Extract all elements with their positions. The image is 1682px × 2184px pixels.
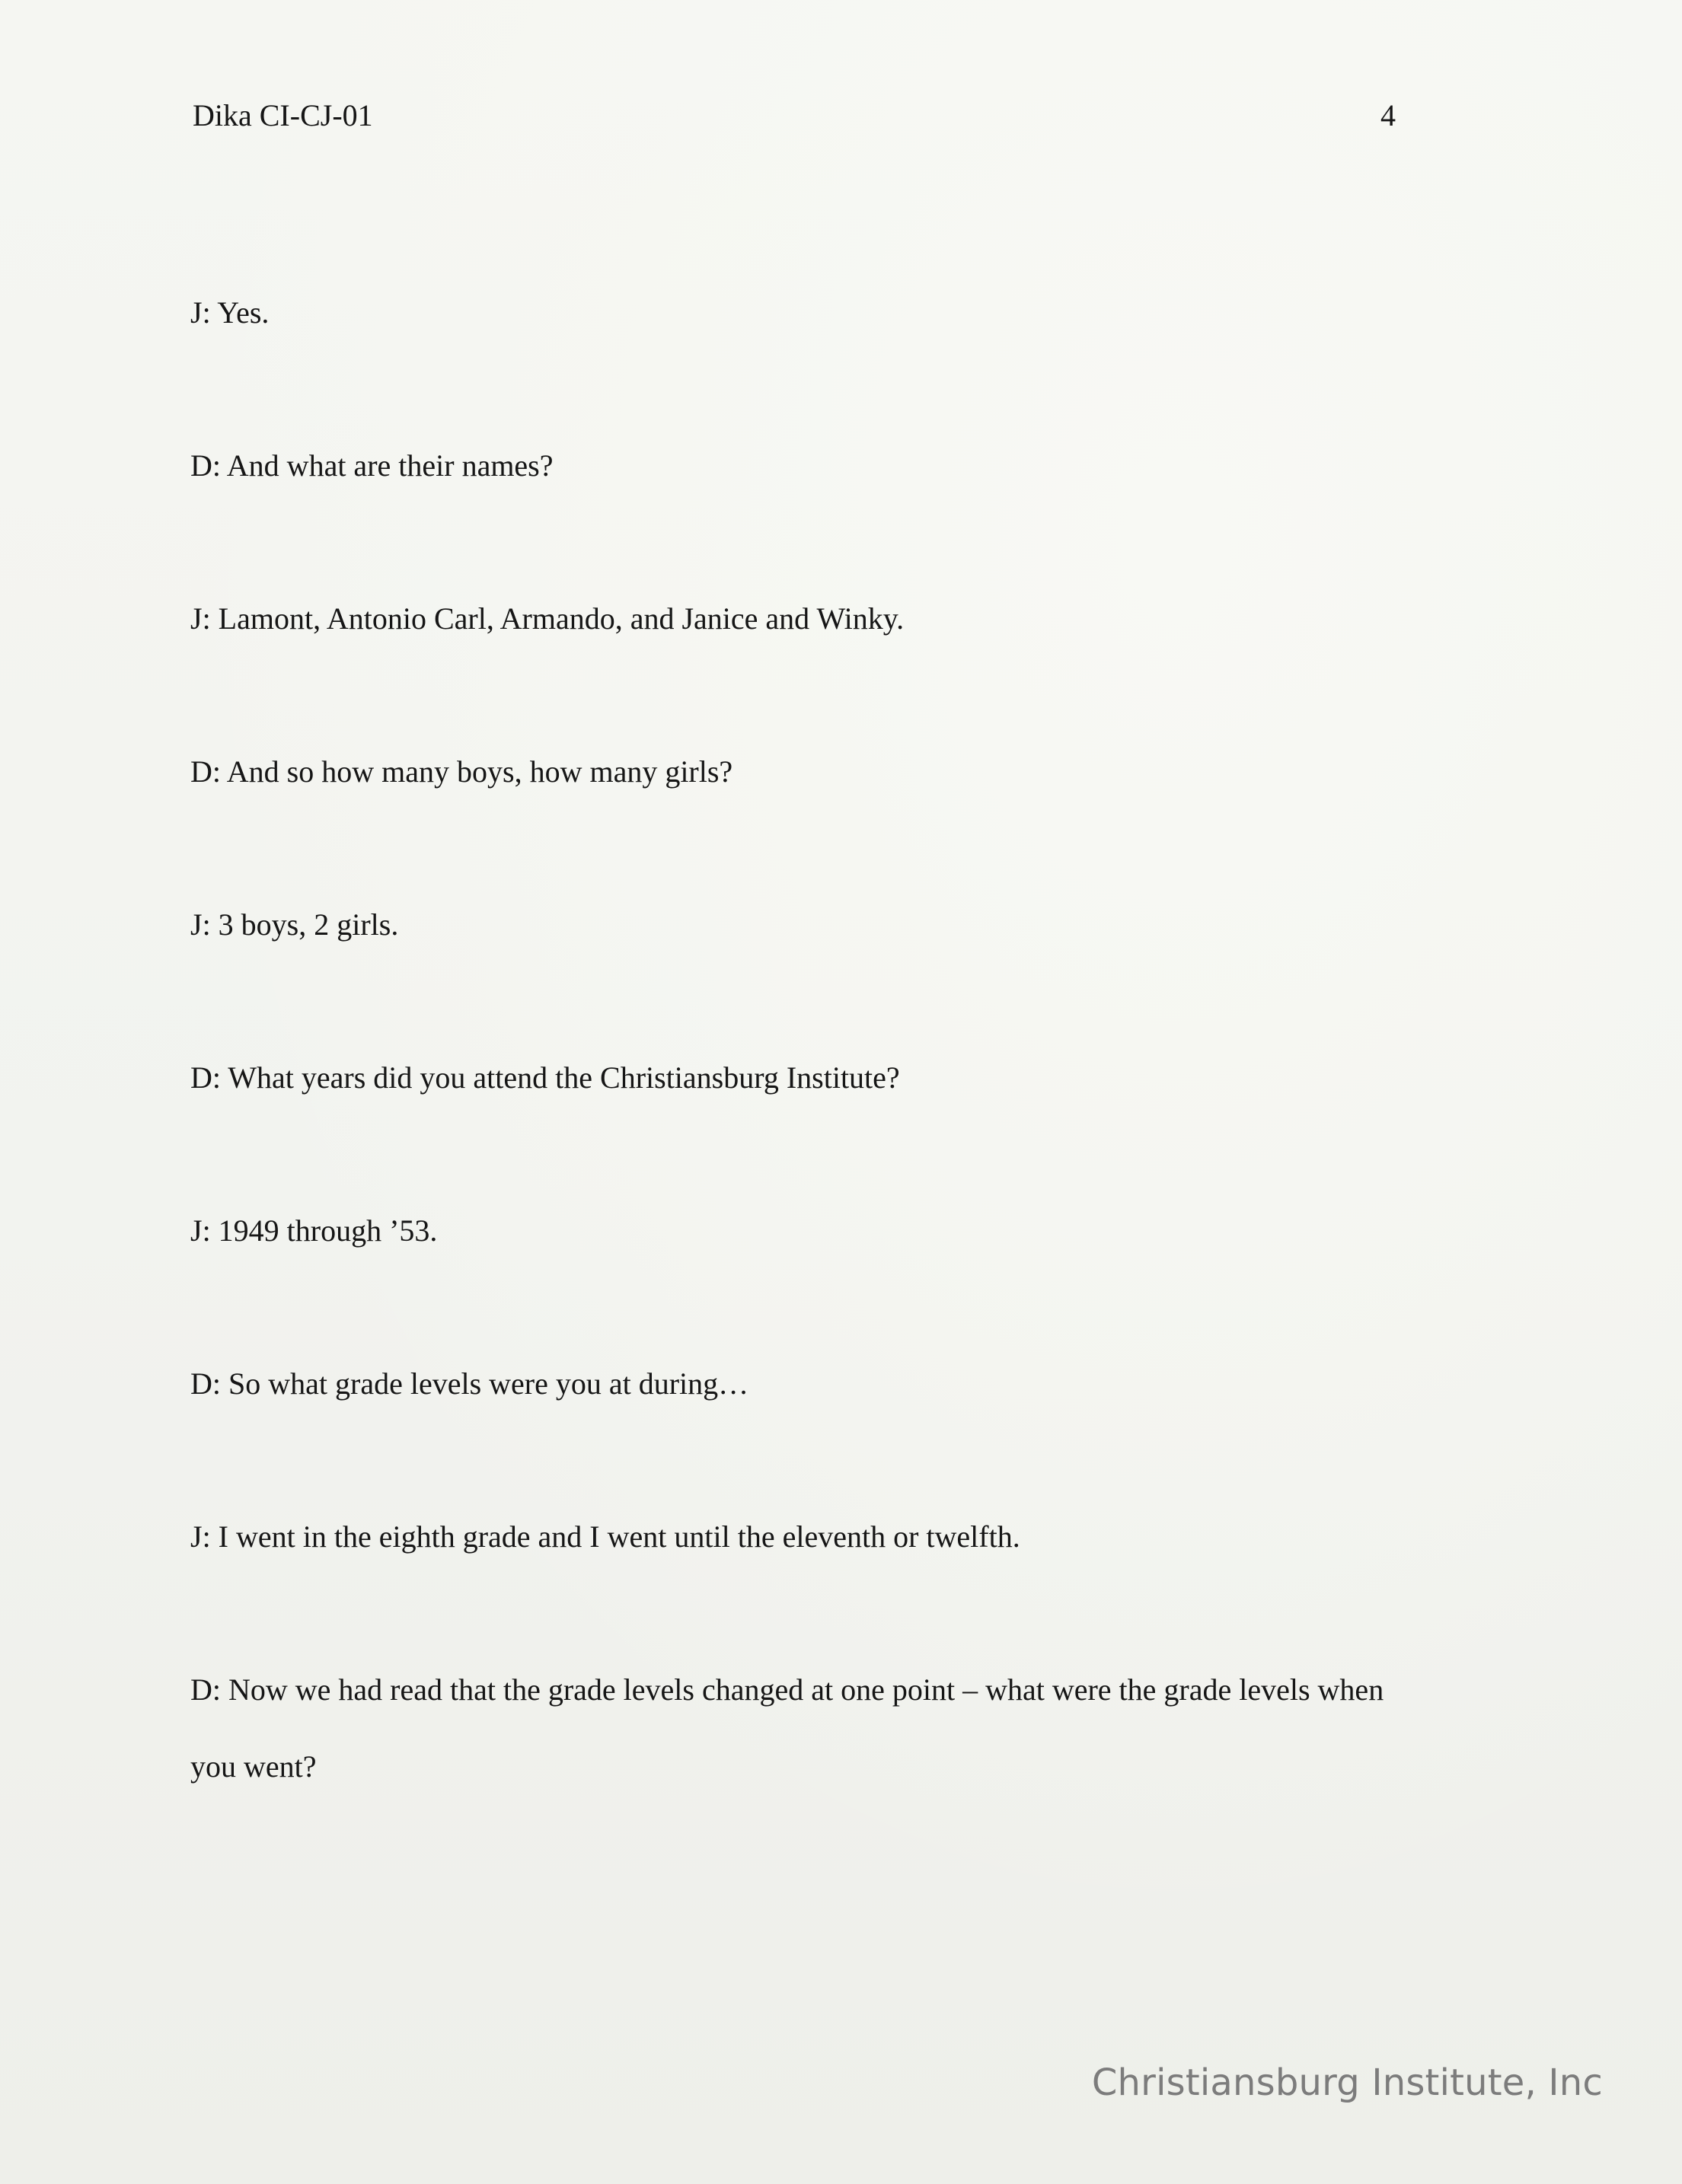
transcript-line: J: 3 boys, 2 girls. (190, 907, 399, 942)
transcript-line: D: What years did you attend the Christiansburg Institute? (190, 1060, 900, 1095)
archive-watermark: Christiansburg Institute, Inc (1091, 2061, 1603, 2104)
interview-transcript (190, 274, 1424, 1881)
document-id: Dika CI-CJ-01 (193, 98, 373, 132)
transcript-line: J: Yes. (190, 295, 270, 330)
transcript-line: J: Lamont, Antonio Carl, Armando, and Janice and Winky. (190, 601, 905, 636)
transcript-line: D: So what grade levels were you at during… (190, 1366, 749, 1401)
page-number: 4 (1380, 98, 1396, 132)
transcript-line: D: Now we had read that the grade levels changed at one point – what were the grade levels when you went? (190, 1672, 1384, 1784)
transcript-line: D: And what are their names? (190, 448, 554, 483)
transcript-line: J: I went in the eighth grade and I went until the eleventh or twelfth. (190, 1519, 1020, 1554)
transcript-line: J: 1949 through ’53. (190, 1213, 438, 1248)
page-header (193, 97, 1396, 143)
transcript-line: D: And so how many boys, how many girls? (190, 754, 733, 789)
